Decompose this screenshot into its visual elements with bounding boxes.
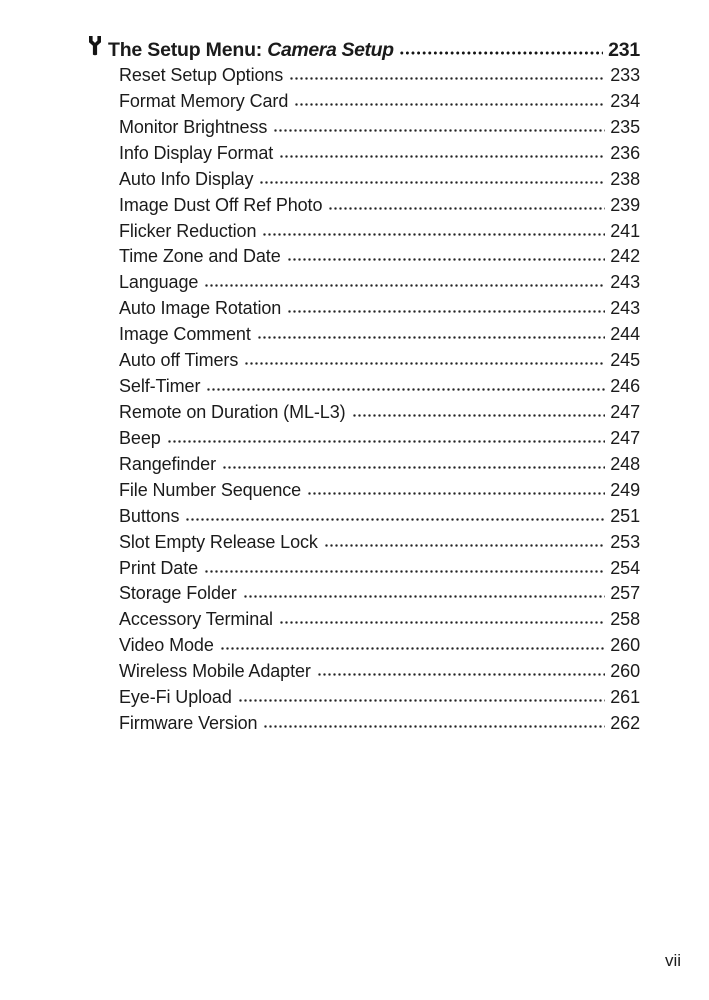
dotted-leader — [243, 594, 606, 599]
toc-entry — [119, 426, 640, 452]
toc-entry-label: Auto off Timers — [119, 350, 239, 371]
toc-entry — [119, 244, 640, 270]
dotted-leader — [204, 569, 605, 574]
toc-entry-label: Self-Timer — [119, 376, 201, 397]
toc-entry-label: Beep — [119, 427, 161, 448]
dotted-leader — [263, 724, 605, 729]
toc-entry-page-number: 258 — [610, 609, 640, 630]
dotted-leader — [287, 309, 605, 314]
toc-entry-page-number: 238 — [610, 168, 640, 189]
toc-entry-label: Flicker Reduction — [119, 220, 257, 241]
toc-entry-label: Wireless Mobile Adapter — [119, 661, 311, 682]
dotted-leader — [324, 543, 605, 548]
toc-entry-page-number: 235 — [610, 116, 640, 137]
toc-entry-label: Image Comment — [119, 324, 251, 345]
toc-entry-page-number: 241 — [610, 220, 640, 241]
toc-entry-page-number: 234 — [610, 90, 640, 111]
toc-entry-page-number: 239 — [610, 194, 640, 215]
toc-entry-label: Format Memory Card — [119, 90, 289, 111]
toc-entry-label: Video Mode — [119, 635, 214, 656]
toc-entry-label: Time Zone and Date — [119, 246, 281, 267]
toc-entry — [119, 296, 640, 322]
dotted-leader — [289, 76, 605, 81]
toc-entry-page-number: 251 — [610, 505, 640, 526]
toc-entry-label: Reset Setup Options — [119, 65, 284, 85]
dotted-leader — [167, 439, 606, 444]
toc-entry-page-number: 262 — [610, 713, 640, 734]
page-number-footer: vii — [664, 951, 681, 970]
toc-entry-page-number: 257 — [610, 583, 640, 604]
dotted-leader — [257, 335, 606, 340]
toc-entry-label: Storage Folder — [119, 583, 237, 604]
toc-entry — [119, 115, 640, 141]
toc-entry-page-number: 254 — [610, 557, 640, 578]
toc-entry-label: Buttons — [119, 505, 180, 526]
dotted-leader — [206, 387, 605, 392]
toc-entry-label: File Number Sequence — [119, 479, 302, 500]
toc-entry-page-number: 247 — [610, 401, 640, 422]
toc-entry — [119, 348, 640, 374]
toc-entry-page-number: 247 — [610, 427, 640, 448]
toc-entry-label: Info Display Format — [119, 142, 274, 163]
toc-entry-label: Firmware Version — [119, 713, 258, 734]
dotted-leader — [328, 206, 605, 211]
toc-entry-page-number: 243 — [610, 272, 640, 293]
toc-entry-label: Monitor Brightness — [119, 116, 268, 137]
dotted-leader — [244, 361, 605, 366]
toc-entry — [119, 270, 640, 296]
dotted-leader — [352, 413, 606, 418]
dotted-leader — [273, 128, 605, 133]
toc-entry — [119, 322, 640, 348]
toc-entry — [119, 374, 640, 400]
toc-entry — [119, 659, 640, 685]
toc-entry-page-number: 242 — [610, 246, 640, 267]
dotted-leader — [238, 698, 606, 703]
dotted-leader — [222, 465, 605, 470]
toc-entry-label: Remote on Duration (ML-L3) — [119, 401, 346, 422]
toc-entry — [119, 711, 640, 737]
toc-entry-list — [88, 63, 640, 737]
toc-entry — [119, 63, 640, 89]
toc-entry — [119, 504, 640, 530]
toc-heading-page-number: 231 — [608, 39, 640, 61]
dotted-leader — [279, 620, 605, 625]
toc-entry-label: Accessory Terminal — [119, 609, 273, 630]
toc-entry — [119, 633, 640, 659]
toc-entry-page-number: 249 — [610, 479, 640, 500]
toc-entry-page-number: 260 — [610, 661, 640, 682]
toc-entry-page-number: 246 — [610, 376, 640, 397]
dotted-leader — [294, 102, 605, 107]
dotted-leader — [399, 50, 603, 56]
toc-entry — [119, 193, 640, 219]
toc-entry — [119, 452, 640, 478]
toc-entry — [119, 530, 640, 556]
toc-entry — [119, 581, 640, 607]
toc-entry-page-number: 243 — [610, 298, 640, 319]
toc-entry — [119, 219, 640, 245]
dotted-leader — [259, 180, 605, 185]
dotted-leader — [185, 517, 605, 522]
dotted-leader — [287, 257, 606, 262]
toc-entry-label: Auto Image Rotation — [119, 298, 282, 319]
dotted-leader — [317, 672, 605, 677]
toc-heading-title-emphasis: Camera Setup — [267, 39, 394, 61]
toc-entry-page-number: 253 — [610, 531, 640, 552]
toc-section — [88, 36, 640, 737]
toc-entry — [119, 556, 640, 582]
toc-entry-label: Language — [119, 272, 199, 293]
toc-entry — [119, 685, 640, 711]
toc-heading-title — [108, 37, 394, 63]
toc-entry — [119, 607, 640, 633]
toc-entry-page-number: 233 — [610, 65, 640, 85]
toc-entry — [119, 478, 640, 504]
toc-entry-label: Image Dust Off Ref Photo — [119, 194, 323, 215]
dotted-leader — [279, 154, 605, 159]
toc-entry — [119, 167, 640, 193]
toc-entry-page-number: 236 — [610, 142, 640, 163]
toc-heading-title-prefix: The Setup Menu: — [108, 39, 268, 61]
toc-entry — [119, 89, 640, 115]
dotted-leader — [307, 491, 605, 496]
dotted-leader — [204, 283, 605, 288]
toc-entry-page-number: 245 — [610, 350, 640, 371]
toc-entry-label: Print Date — [119, 557, 199, 578]
toc-entry-label: Rangefinder — [119, 453, 216, 474]
toc-entry-page-number: 260 — [610, 635, 640, 656]
toc-entry-label: Eye-Fi Upload — [119, 687, 232, 708]
toc-entry-page-number: 244 — [610, 324, 640, 345]
toc-entry — [119, 400, 640, 426]
toc-heading-row — [88, 36, 640, 63]
toc-entry-page-number: 248 — [610, 453, 640, 474]
toc-entry — [119, 141, 640, 167]
dotted-leader — [262, 232, 605, 237]
toc-entry-label: Auto Info Display — [119, 168, 254, 189]
dotted-leader — [220, 646, 606, 651]
toc-entry-page-number: 261 — [610, 687, 640, 708]
toc-entry-label: Slot Empty Release Lock — [119, 531, 318, 552]
setup-menu-wrench-icon — [88, 36, 102, 63]
